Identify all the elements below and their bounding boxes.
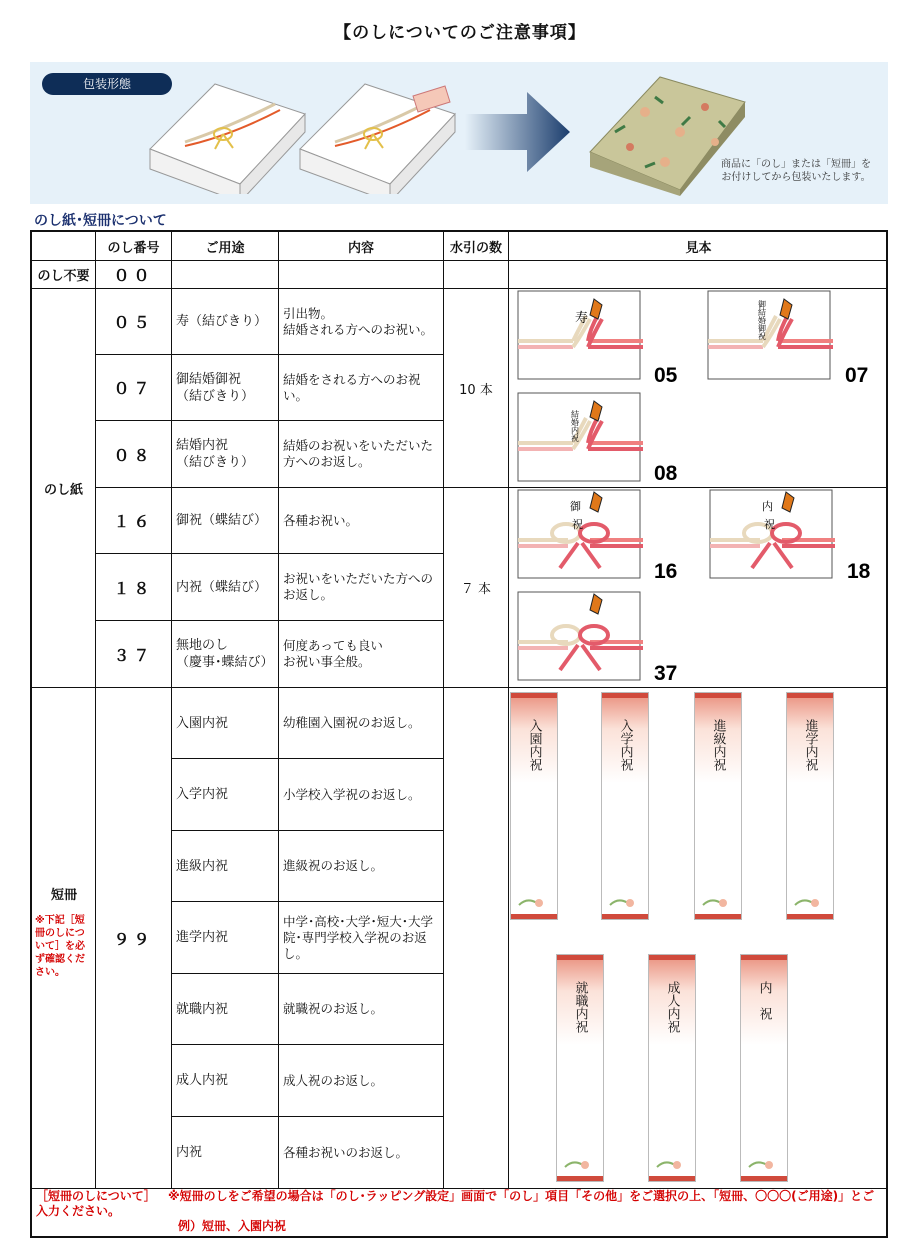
flower-icon <box>563 1157 595 1171</box>
flower-icon <box>517 895 549 909</box>
sample-16-text-top: 御 <box>570 500 581 513</box>
mizuhiki-10: 10 本 <box>444 289 509 488</box>
tanzaku-use: 入学内祝 <box>172 759 279 831</box>
noshi-no: １８ <box>96 554 172 621</box>
tanzaku-card-text: 入園内祝 <box>526 719 542 771</box>
section-title: のし紙･短冊について <box>34 213 167 229</box>
header-use: ご用途 <box>172 232 279 261</box>
tanzaku-content: 幼稚園入園祝のお返し。 <box>279 688 444 759</box>
tanzaku-card-text: 進級内祝 <box>710 719 726 771</box>
page-title: 【のしについてのご注意事項】 <box>334 23 586 43</box>
tanzaku-content: 中学･高校･大学･短大･大学院･専門学校入学祝のお返し。 <box>279 902 444 974</box>
noshi-content: お祝いをいただいた方へのお返し。 <box>279 554 444 621</box>
noshi-content: 結婚のお祝いをいただいた方へのお返し。 <box>279 421 444 488</box>
sample-08-label: 08 <box>654 462 678 485</box>
tanzaku-card-text: 就職内祝 <box>572 981 588 1033</box>
noshi-no: ０８ <box>96 421 172 488</box>
tanzaku-card <box>786 692 834 920</box>
tanzaku-card <box>510 692 558 920</box>
noshi-label: のし紙 <box>32 289 96 688</box>
sample-18-text-bottom: 祝 <box>764 518 775 531</box>
tanzaku-use: 進級内祝 <box>172 831 279 902</box>
tanzaku-card-text: 成人内祝 <box>664 981 680 1033</box>
tanzaku-label: 短冊 <box>50 888 77 903</box>
header-content: 内容 <box>279 232 444 261</box>
sample-37-label: 37 <box>654 662 678 685</box>
flower-icon <box>655 1157 687 1171</box>
caption-line-1: 商品に「のし」または「短冊」を <box>721 159 871 170</box>
notice-example: 例）短冊、入園内祝 <box>178 1219 287 1233</box>
mizuhiki-7: ７ 本 <box>444 488 509 688</box>
noshi-use: 内祝（蝶結び） <box>172 554 279 621</box>
flower-icon <box>747 1157 779 1171</box>
tanzaku-card <box>601 692 649 920</box>
tanzaku-card-text: 入学内祝 <box>617 719 633 771</box>
flower-icon <box>608 895 640 909</box>
sample-05-label: 05 <box>654 364 678 387</box>
noshi-use: 寿（結びきり） <box>172 289 279 355</box>
sample-08-text: 結婚内祝 <box>570 410 580 442</box>
row-none-label: のし不要 <box>32 261 96 289</box>
noshi-no: ０５ <box>96 289 172 355</box>
packaging-label: 包装形態 <box>42 73 172 95</box>
tanzaku-card <box>648 954 696 1182</box>
tanzaku-content: 小学校入学祝のお返し。 <box>279 759 444 831</box>
noshi-no: ０７ <box>96 355 172 421</box>
noshi-content: 何度あっても良い お祝い事全般。 <box>279 621 444 688</box>
noshi-use: 御結婚御祝 （結びきり） <box>172 355 279 421</box>
tanzaku-no: ９９ <box>96 688 172 1189</box>
tanzaku-note: ※下記［短冊のしについて］を必ず確認ください。 <box>35 915 85 978</box>
caption-line-2: お付けしてから包装いたします。 <box>721 172 871 183</box>
tanzaku-card-text: 進学内祝 <box>802 719 818 771</box>
tanzaku-use: 成人内祝 <box>172 1045 279 1117</box>
notice-heading: ［短冊のしについて］ <box>36 1189 156 1203</box>
noshi-use: 結婚内祝 （結びきり） <box>172 421 279 488</box>
noshi-use: 御祝（蝶結び） <box>172 488 279 554</box>
sample-07-label: 07 <box>845 364 869 387</box>
noshi-use: 無地のし （慶事･蝶結び） <box>172 621 279 688</box>
header-mizuhiki: 水引の数 <box>444 232 509 261</box>
notice-text: ※短冊のしをご希望の場合は「のし･ラッピング設定」画面で「のし」項目「その他」をご選択の上、「短冊、〇〇〇(ご用途)」とご入力ください。 <box>36 1189 875 1218</box>
flower-icon <box>701 895 733 909</box>
noshi-no: ３７ <box>96 621 172 688</box>
sample-18-label: 18 <box>847 560 871 583</box>
tanzaku-content: 各種お祝いのお返し。 <box>279 1117 444 1189</box>
header-noshi-no: のし番号 <box>96 232 172 261</box>
sample-18-text-top: 内 <box>762 500 773 513</box>
tanzaku-notice <box>36 1189 882 1234</box>
tanzaku-use: 内祝 <box>172 1117 279 1189</box>
tanzaku-content: 成人祝のお返し。 <box>279 1045 444 1117</box>
tanzaku-card-text: 内 祝 <box>756 981 772 1020</box>
noshi-content: 引出物。 結婚される方へのお祝い。 <box>279 289 444 355</box>
flower-icon <box>793 895 825 909</box>
tanzaku-use: 進学内祝 <box>172 902 279 974</box>
tanzaku-content: 進級祝のお返し。 <box>279 831 444 902</box>
tanzaku-use: 入園内祝 <box>172 688 279 759</box>
tanzaku-card <box>556 954 604 1182</box>
sample-07-text: 御結婚御祝 <box>757 300 767 340</box>
sample-05-text: 寿 <box>575 311 589 326</box>
sample-16-label: 16 <box>654 560 678 583</box>
tanzaku-content: 就職祝のお返し。 <box>279 974 444 1045</box>
tanzaku-use: 就職内祝 <box>172 974 279 1045</box>
tanzaku-card <box>740 954 788 1182</box>
noshi-content: 結婚をされる方へのお祝い。 <box>279 355 444 421</box>
sample-16-text-bottom: 祝 <box>572 518 583 531</box>
header-sample: 見本 <box>509 232 888 261</box>
noshi-content: 各種お祝い。 <box>279 488 444 554</box>
noshi-no: １６ <box>96 488 172 554</box>
tanzaku-card <box>694 692 742 920</box>
row-none-no: ００ <box>96 261 172 289</box>
